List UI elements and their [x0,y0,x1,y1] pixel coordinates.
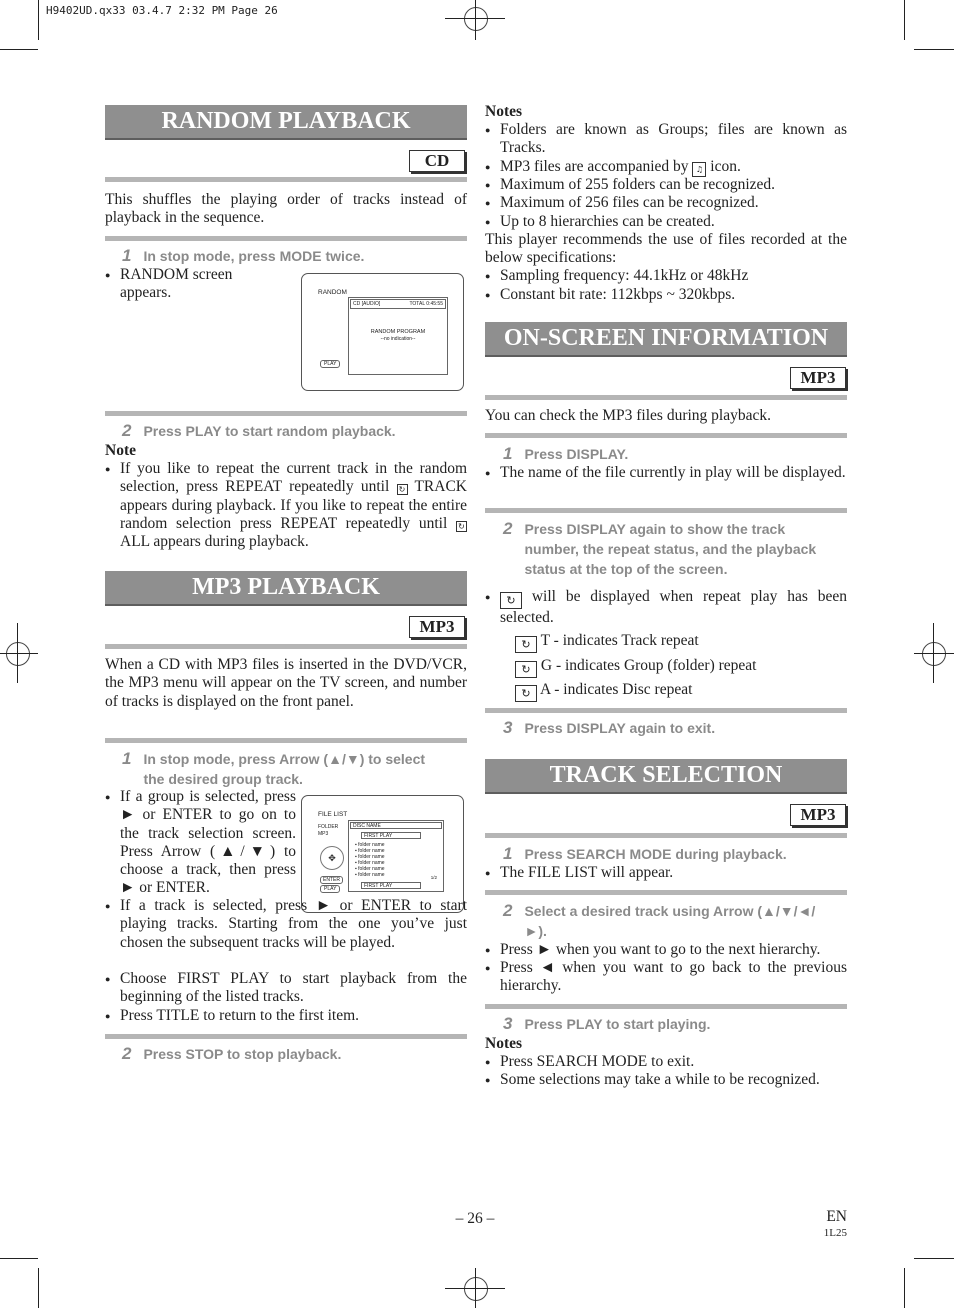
step-number: 1 [122,749,132,768]
recommend-text: This player recommends the use of files recorded at the below specifications: [485,231,847,267]
note-text: If you like to repeat the current track in the random selection, press REPEAT repeatedly until [120,460,467,496]
screen-status-bar [350,299,446,309]
osi-intro: You can check the MP3 files during playback. [485,407,771,424]
folder-name: folder name [358,848,385,854]
divider [485,433,847,438]
step-number: 2 [122,421,132,440]
screen-folder-list [355,842,385,878]
note-text: ALL appears during playback. [120,533,309,551]
note-text: TRACK appears during playback. If you like to repeat the entire random selection press REPEAT repeatedly until [120,478,467,532]
mp3-step1-bullet-1: ● If a group is selected, press ► or ENTER to go on to the track selection screen. Press Arrow (▲/▼) to choose a track, then press ► or ENTER. [105,788,296,898]
screen-play-button: PLAY [320,885,340,893]
note-text: icon. [706,158,741,175]
step-text: Press SEARCH MODE during playback. [524,846,787,862]
random-note [105,460,467,551]
repeat-icon: ↻ [515,661,537,678]
step-number: 2 [503,901,513,920]
crop-mark [0,653,38,654]
cd-badge: CD [409,150,465,172]
notes-item: ● Up to 8 hierarchies can be created. [485,213,847,231]
track-note: ● Some selections may take a while to be recognized. [485,1071,847,1089]
mp3-step1-bullet-2: ● If a track is selected, press ► or ENTER to start playing tracks. Starting from the one you’ve just chosen the subsequent tracks will be played. [105,897,467,952]
track-step1-bullet: ● The FILE LIST will appear. [485,864,847,882]
osi-step-2 [503,519,843,579]
bullet-text: will be displayed when repeat play has been selected. [500,588,847,626]
repeat-item-text: G - indicates Group (folder) repeat [540,657,757,674]
repeat-item-text: T - indicates Track repeat [540,632,699,649]
step-text: Press STOP to stop playback. [143,1046,342,1062]
registration-mark [464,1277,488,1301]
random-playback-heading: RANDOM PLAYBACK [105,105,467,140]
crop-mark [904,0,905,40]
language-code: EN [826,1208,847,1225]
mp3-badge: MP3 [790,804,846,826]
screen-folder-label: FOLDER [318,824,339,830]
step-text: Press DISPLAY again to show the track number, the repeat status, and the playback status at the top of the screen. [524,521,817,577]
step-number: 2 [122,1044,132,1063]
crop-mark [0,1258,38,1259]
random-step-1 [122,246,462,266]
crop-mark [933,623,934,683]
page-number: – 26 – [455,1210,495,1227]
folder-name: folder name [358,842,385,848]
screen-panel [348,297,448,375]
folder-name: folder name [358,866,385,872]
notes-item: ● Maximum of 255 folders can be recognized. [485,176,847,194]
divider [485,395,847,400]
mp3-badge: MP3 [790,367,846,389]
divider [105,236,467,241]
mp3-badge: MP3 [409,616,465,638]
step-text: In stop mode, press Arrow (▲/▼) to select the desired group track. [143,751,426,787]
arrow-pad-icon: ✥ [320,846,344,870]
folder-row: ▪ folder name [355,872,385,878]
mp3-step1-bullet-3: ● Choose FIRST PLAY to start playback from the beginning of the listed tracks. [105,970,467,1007]
file-list-screen-illustration [301,795,464,913]
repeat-icon: ↻ [515,685,537,702]
mp3-playback-intro: When a CD with MP3 files is inserted in the DVD/VCR, the MP3 menu will appear on the TV screen, and number of tracks is displayed on the front panel. [105,656,467,710]
step-text: Select a desired track using Arrow (▲/▼/◄/►). [524,903,816,939]
screen-program-label: RANDOM PROGRAM [370,329,426,335]
repeat-group-item [515,657,757,678]
step-text: In stop mode, press MODE twice. [143,248,365,264]
random-step-2 [122,421,462,441]
divider [485,1004,847,1009]
repeat-icon: ↻ [456,521,467,532]
step-number: 3 [503,1014,513,1033]
divider [105,644,467,649]
folder-name: folder name [358,872,385,878]
folder-row: ▪ folder name [355,842,385,848]
crop-mark [445,1288,505,1289]
step-number: 1 [122,246,132,265]
track-step-1 [503,844,843,864]
screen-indication: --no indication-- [380,336,416,342]
registration-mark [922,642,946,666]
repeat-icon: ↻ [500,592,522,609]
divider [485,508,847,513]
screen-page-indicator: 1/2 [430,875,437,880]
registration-mark [464,7,488,31]
mp3-playback-heading: MP3 PLAYBACK [105,571,467,606]
repeat-track-item [515,632,699,653]
document-code: 1L25 [823,1227,847,1239]
osi-repeat-bullet [485,588,847,627]
osi-step-3 [503,718,843,738]
random-note-heading: Note [105,442,136,459]
notes-heading: Notes [485,103,523,120]
spec-item: ● Constant bit rate: 112kbps ~ 320kbps. [485,286,847,304]
step-number: 3 [503,718,513,737]
folder-name: folder name [358,854,385,860]
print-header: H9402UD.qx33 03.4.7 2:32 PM Page 26 [46,4,278,17]
osi-step-1 [503,444,843,464]
crop-mark [38,0,39,40]
screen-panel [348,820,444,892]
screen-total-time: TOTAL 0:45:55 [409,301,443,307]
folder-name: folder name [358,860,385,866]
screen-mp3-label: MP3 [318,831,329,837]
repeat-icon: ↻ [515,636,537,653]
divider [105,411,467,416]
step-number: 1 [503,444,513,463]
screen-disc-name: DISC NAME [350,822,442,829]
spec-item: ● Sampling frequency: 44.1kHz or 48kHz [485,267,847,285]
folder-row: ▪ folder name [355,854,385,860]
mp3-step-2 [122,1044,462,1064]
screen-label: RANDOM [318,289,347,296]
track-step2-bullet-1: ● Press ► when you want to go to the next hierarchy. [485,941,847,959]
notes-item: ● Folders are known as Groups; files are known as Tracks. [485,121,847,158]
step-text: Press PLAY to start random playback. [143,423,396,439]
screen-disc-type: CD [AUDIO] [353,301,381,307]
folder-row: ▪ folder name [355,860,385,866]
screen-play-button: PLAY [320,360,340,368]
screen-title: FILE LIST [318,811,348,818]
crop-mark [445,18,505,19]
step-number: 2 [503,519,513,538]
track-step-3 [503,1014,843,1034]
step-text: Press DISPLAY. [524,446,629,462]
track-selection-heading: TRACK SELECTION [485,759,847,794]
random-screen-illustration [301,273,464,391]
notes-item: ● Maximum of 256 files can be recognized. [485,194,847,212]
divider [485,833,847,838]
step-text: Press PLAY to start playing. [524,1016,711,1032]
divider [105,738,467,743]
repeat-disc-item [515,681,692,702]
crop-mark [904,1268,905,1308]
divider [485,708,847,713]
crop-mark [914,49,954,50]
note-text: MP3 files are accompanied by [500,158,693,175]
mp3-step-1 [122,749,462,789]
osi-step1-bullet: ● The name of the file currently in play will be displayed. [485,464,847,482]
folder-row: ▪ folder name [355,848,385,854]
random-step1-bullet: ● RANDOM screen appears. [105,266,260,303]
notes-item [485,158,847,177]
screen-first-play-bottom: FIRST PLAY [361,882,421,889]
crop-mark [17,623,18,683]
screen-enter-button: ENTER [320,876,343,884]
track-step-2 [503,901,843,941]
crop-mark [914,653,954,654]
crop-mark [475,0,476,40]
mp3-step1-bullet-4: ● Press TITLE to return to the first item. [105,1007,467,1025]
step-number: 1 [503,844,513,863]
divider [105,177,467,182]
divider [485,890,847,895]
step-text: Press DISPLAY again to exit. [524,720,716,736]
track-notes-heading: Notes [485,1035,523,1052]
track-step2-bullet-2: ● Press ◄ when you want to go back to the previous hierarchy. [485,959,847,996]
screen-first-play: FIRST PLAY [361,832,421,839]
registration-mark [6,642,30,666]
crop-mark [914,1258,954,1259]
repeat-item-text: A - indicates Disc repeat [540,681,693,698]
folder-row: ▪ folder name [355,866,385,872]
track-note: ● Press SEARCH MODE to exit. [485,1053,847,1071]
crop-mark [0,49,38,50]
repeat-icon: ↻ [397,484,408,495]
divider [105,1034,467,1039]
random-intro: This shuffles the playing order of tracks instead of playback in the sequence. [105,191,467,227]
music-note-icon: ♫ [692,162,706,177]
on-screen-information-heading: ON-SCREEN INFORMATION [485,322,847,357]
crop-mark [38,1268,39,1308]
